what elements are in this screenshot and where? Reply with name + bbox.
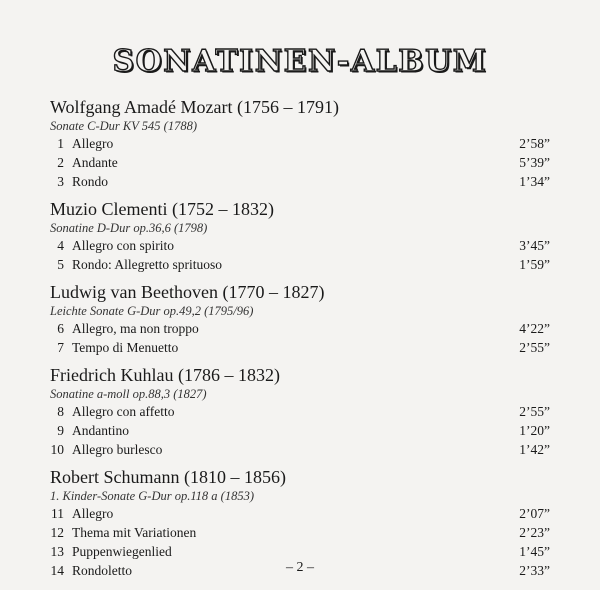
track-number: 12 <box>50 525 64 540</box>
work-title: 1. Kinder-Sonate G-Dur op.118 a (1853) <box>50 489 255 503</box>
album-title: SONATINEN-ALBUM <box>112 44 488 79</box>
track-title: Andantino <box>72 423 129 438</box>
track-number: 14 <box>50 563 64 578</box>
track-number: 6 <box>57 321 64 336</box>
track-title: Rondo <box>72 174 109 189</box>
track-row <box>50 153 550 172</box>
track-row <box>50 134 550 153</box>
work-title: Sonate C-Dur KV 545 (1788) <box>50 119 197 133</box>
track-number: 11 <box>51 506 64 521</box>
track-duration: 1’20” <box>519 423 550 438</box>
track-title: Allegro con spirito <box>72 238 174 253</box>
composer-section <box>50 281 550 357</box>
composer-section <box>50 198 550 274</box>
track-title: Tempo di Menuetto <box>72 340 179 355</box>
track-duration: 1’42” <box>519 442 550 457</box>
track-number: 9 <box>57 423 64 438</box>
track-duration: 4’22” <box>519 321 550 336</box>
track-row <box>50 504 550 523</box>
track-title: Allegro con affetto <box>72 404 175 419</box>
track-duration: 1’45” <box>519 544 550 559</box>
track-duration: 2’23” <box>519 525 550 540</box>
track-duration: 2’55” <box>519 340 550 355</box>
track-row <box>50 440 550 459</box>
composer-heading: Wolfgang Amadé Mozart (1756 – 1791) <box>50 97 339 117</box>
track-duration: 1’34” <box>519 174 550 189</box>
track-title: Allegro, ma non troppo <box>72 321 199 336</box>
track-row <box>50 421 550 440</box>
track-title: Allegro <box>72 506 114 521</box>
composer-section <box>50 364 550 459</box>
track-number: 10 <box>50 442 64 457</box>
track-row <box>50 255 550 274</box>
work-title: Sonatine a-moll op.88,3 (1827) <box>50 387 207 401</box>
track-duration: 2’07” <box>519 506 550 521</box>
track-number: 3 <box>57 174 64 189</box>
track-row <box>50 523 550 542</box>
track-duration: 1’59” <box>519 257 550 272</box>
track-title: Thema mit Variationen <box>72 525 197 540</box>
track-duration: 3’45” <box>519 238 550 253</box>
work-title: Leichte Sonate G-Dur op.49,2 (1795/96) <box>50 304 254 318</box>
page-number: – 2 – <box>286 560 314 575</box>
composer-heading: Robert Schumann (1810 – 1856) <box>50 467 286 487</box>
track-title: Allegro burlesco <box>72 442 163 457</box>
track-title: Rondo: Allegretto sprituoso <box>72 257 222 272</box>
track-duration: 5’39” <box>519 155 550 170</box>
track-number: 8 <box>57 404 64 419</box>
track-row <box>50 236 550 255</box>
track-number: 4 <box>57 238 64 253</box>
track-duration: 2’33” <box>519 563 550 578</box>
track-row <box>50 319 550 338</box>
track-number: 7 <box>57 340 64 355</box>
track-number: 1 <box>57 136 64 151</box>
composer-heading: Muzio Clementi (1752 – 1832) <box>50 199 274 219</box>
track-row <box>50 338 550 357</box>
track-title: Rondoletto <box>72 563 132 578</box>
track-title: Andante <box>72 155 118 170</box>
track-duration: 2’58” <box>519 136 550 151</box>
track-listing <box>50 96 550 587</box>
work-title: Sonatine D-Dur op.36,6 (1798) <box>50 221 208 235</box>
track-duration: 2’55” <box>519 404 550 419</box>
track-number: 5 <box>57 257 64 272</box>
track-row <box>50 402 550 421</box>
track-title: Puppenwiegenlied <box>72 544 172 559</box>
track-row <box>50 542 550 561</box>
track-row <box>50 172 550 191</box>
composer-heading: Friedrich Kuhlau (1786 – 1832) <box>50 365 280 385</box>
track-number: 13 <box>50 544 64 559</box>
track-title: Allegro <box>72 136 114 151</box>
composer-section <box>50 96 550 191</box>
track-number: 2 <box>57 155 64 170</box>
composer-heading: Ludwig van Beethoven (1770 – 1827) <box>50 282 325 302</box>
